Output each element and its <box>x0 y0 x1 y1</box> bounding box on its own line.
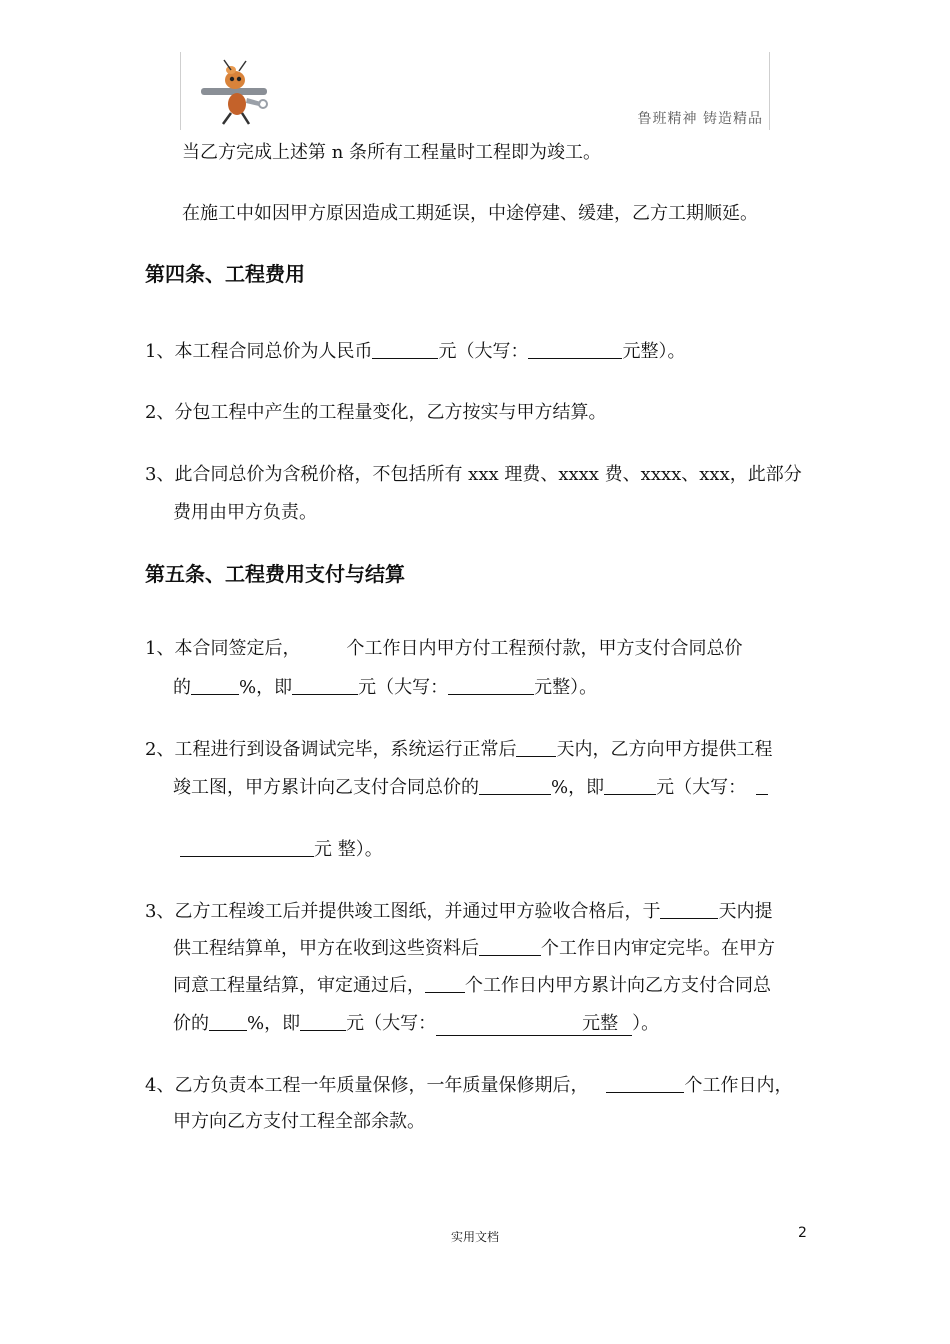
blank-field <box>756 776 768 795</box>
header-slogan: 鲁班精神 铸造精品 <box>637 111 763 127</box>
article-5-title: 第五条、工程费用支付与结算 <box>145 562 405 586</box>
blank-field <box>372 340 438 359</box>
blank-field <box>209 1012 247 1031</box>
page-number: 2 <box>798 1225 807 1241</box>
art5-item-1-line2: 的 %，即 元（大写： 元整）。 <box>173 677 598 698</box>
footer-label: 实用文档 <box>450 1230 499 1244</box>
blank-field <box>479 937 541 956</box>
blank-field <box>479 776 551 795</box>
blank-field <box>180 838 314 857</box>
art5-item-2-line3: 元 整）。 <box>180 838 383 861</box>
blank-field <box>528 340 622 359</box>
blank-field-total: 元整 <box>436 1013 632 1036</box>
art5-item-3-line1: 3、乙方工程竣工后并提供竣工图纸，并通过甲方验收合格后，于 天内提 <box>145 901 773 922</box>
blank-field <box>425 974 465 993</box>
art5-item-1-line1: 1、本合同签定后， 个工作日内甲方付工程预付款，甲方支付合同总价 <box>145 638 743 659</box>
blank-field <box>660 900 718 919</box>
blank-field <box>448 676 534 695</box>
ant-mascot-logo <box>199 58 269 128</box>
page-header <box>180 52 770 130</box>
blank-field <box>604 776 656 795</box>
art5-item-3-line2: 供工程结算单，甲方在收到这些资料后 个工作日内审定完毕。在甲方 <box>173 938 775 959</box>
paragraph-delay: 在施工中如因甲方原因造成工期延误，中途停建、缓建，乙方工期顺延。 <box>182 203 758 224</box>
art5-item-2-line2: 竣工图，甲方累计向乙支付合同总价的 %，即 元（大写： <box>173 776 768 799</box>
art5-item-3-line3: 同意工程量结算，审定通过后， 个工作日内甲方累计向乙方支付合同总 <box>173 975 771 996</box>
blank-field <box>300 1012 346 1031</box>
blank-field <box>606 1074 684 1093</box>
art4-item-1: 1、本工程合同总价为人民币 元（大写： 元整）。 <box>145 341 686 362</box>
blank-field <box>292 676 358 695</box>
art5-item-3-line4: 价的 %，即 元（大写： 元整 ）。 <box>173 1013 660 1034</box>
art4-item-3-line2: 费用由甲方负责。 <box>173 502 317 523</box>
art4-item-3-line1: 3、此合同总价为含税价格，不包括所有 xxx 理费、xxxx 费、xxxx、xxx，此部分 <box>145 464 802 485</box>
art5-item-2-line1: 2、工程进行到设备调试完毕，系统运行正常后 天内，乙方向甲方提供工程 <box>145 739 773 760</box>
art5-item-4-line2: 甲方向乙方支付工程全部余款。 <box>173 1111 425 1132</box>
paragraph-completion: 当乙方完成上述第 n 条所有工程量时工程即为竣工。 <box>182 142 602 163</box>
blank-field <box>516 738 556 757</box>
article-4-title: 第四条、工程费用 <box>145 262 305 286</box>
blank-field <box>191 676 239 695</box>
art5-item-4-line1: 4、乙方负责本工程一年质量保修，一年质量保修期后， 个工作日内， <box>145 1075 793 1096</box>
art4-item-2: 2、分包工程中产生的工程量变化，乙方按实与甲方结算。 <box>145 402 607 423</box>
